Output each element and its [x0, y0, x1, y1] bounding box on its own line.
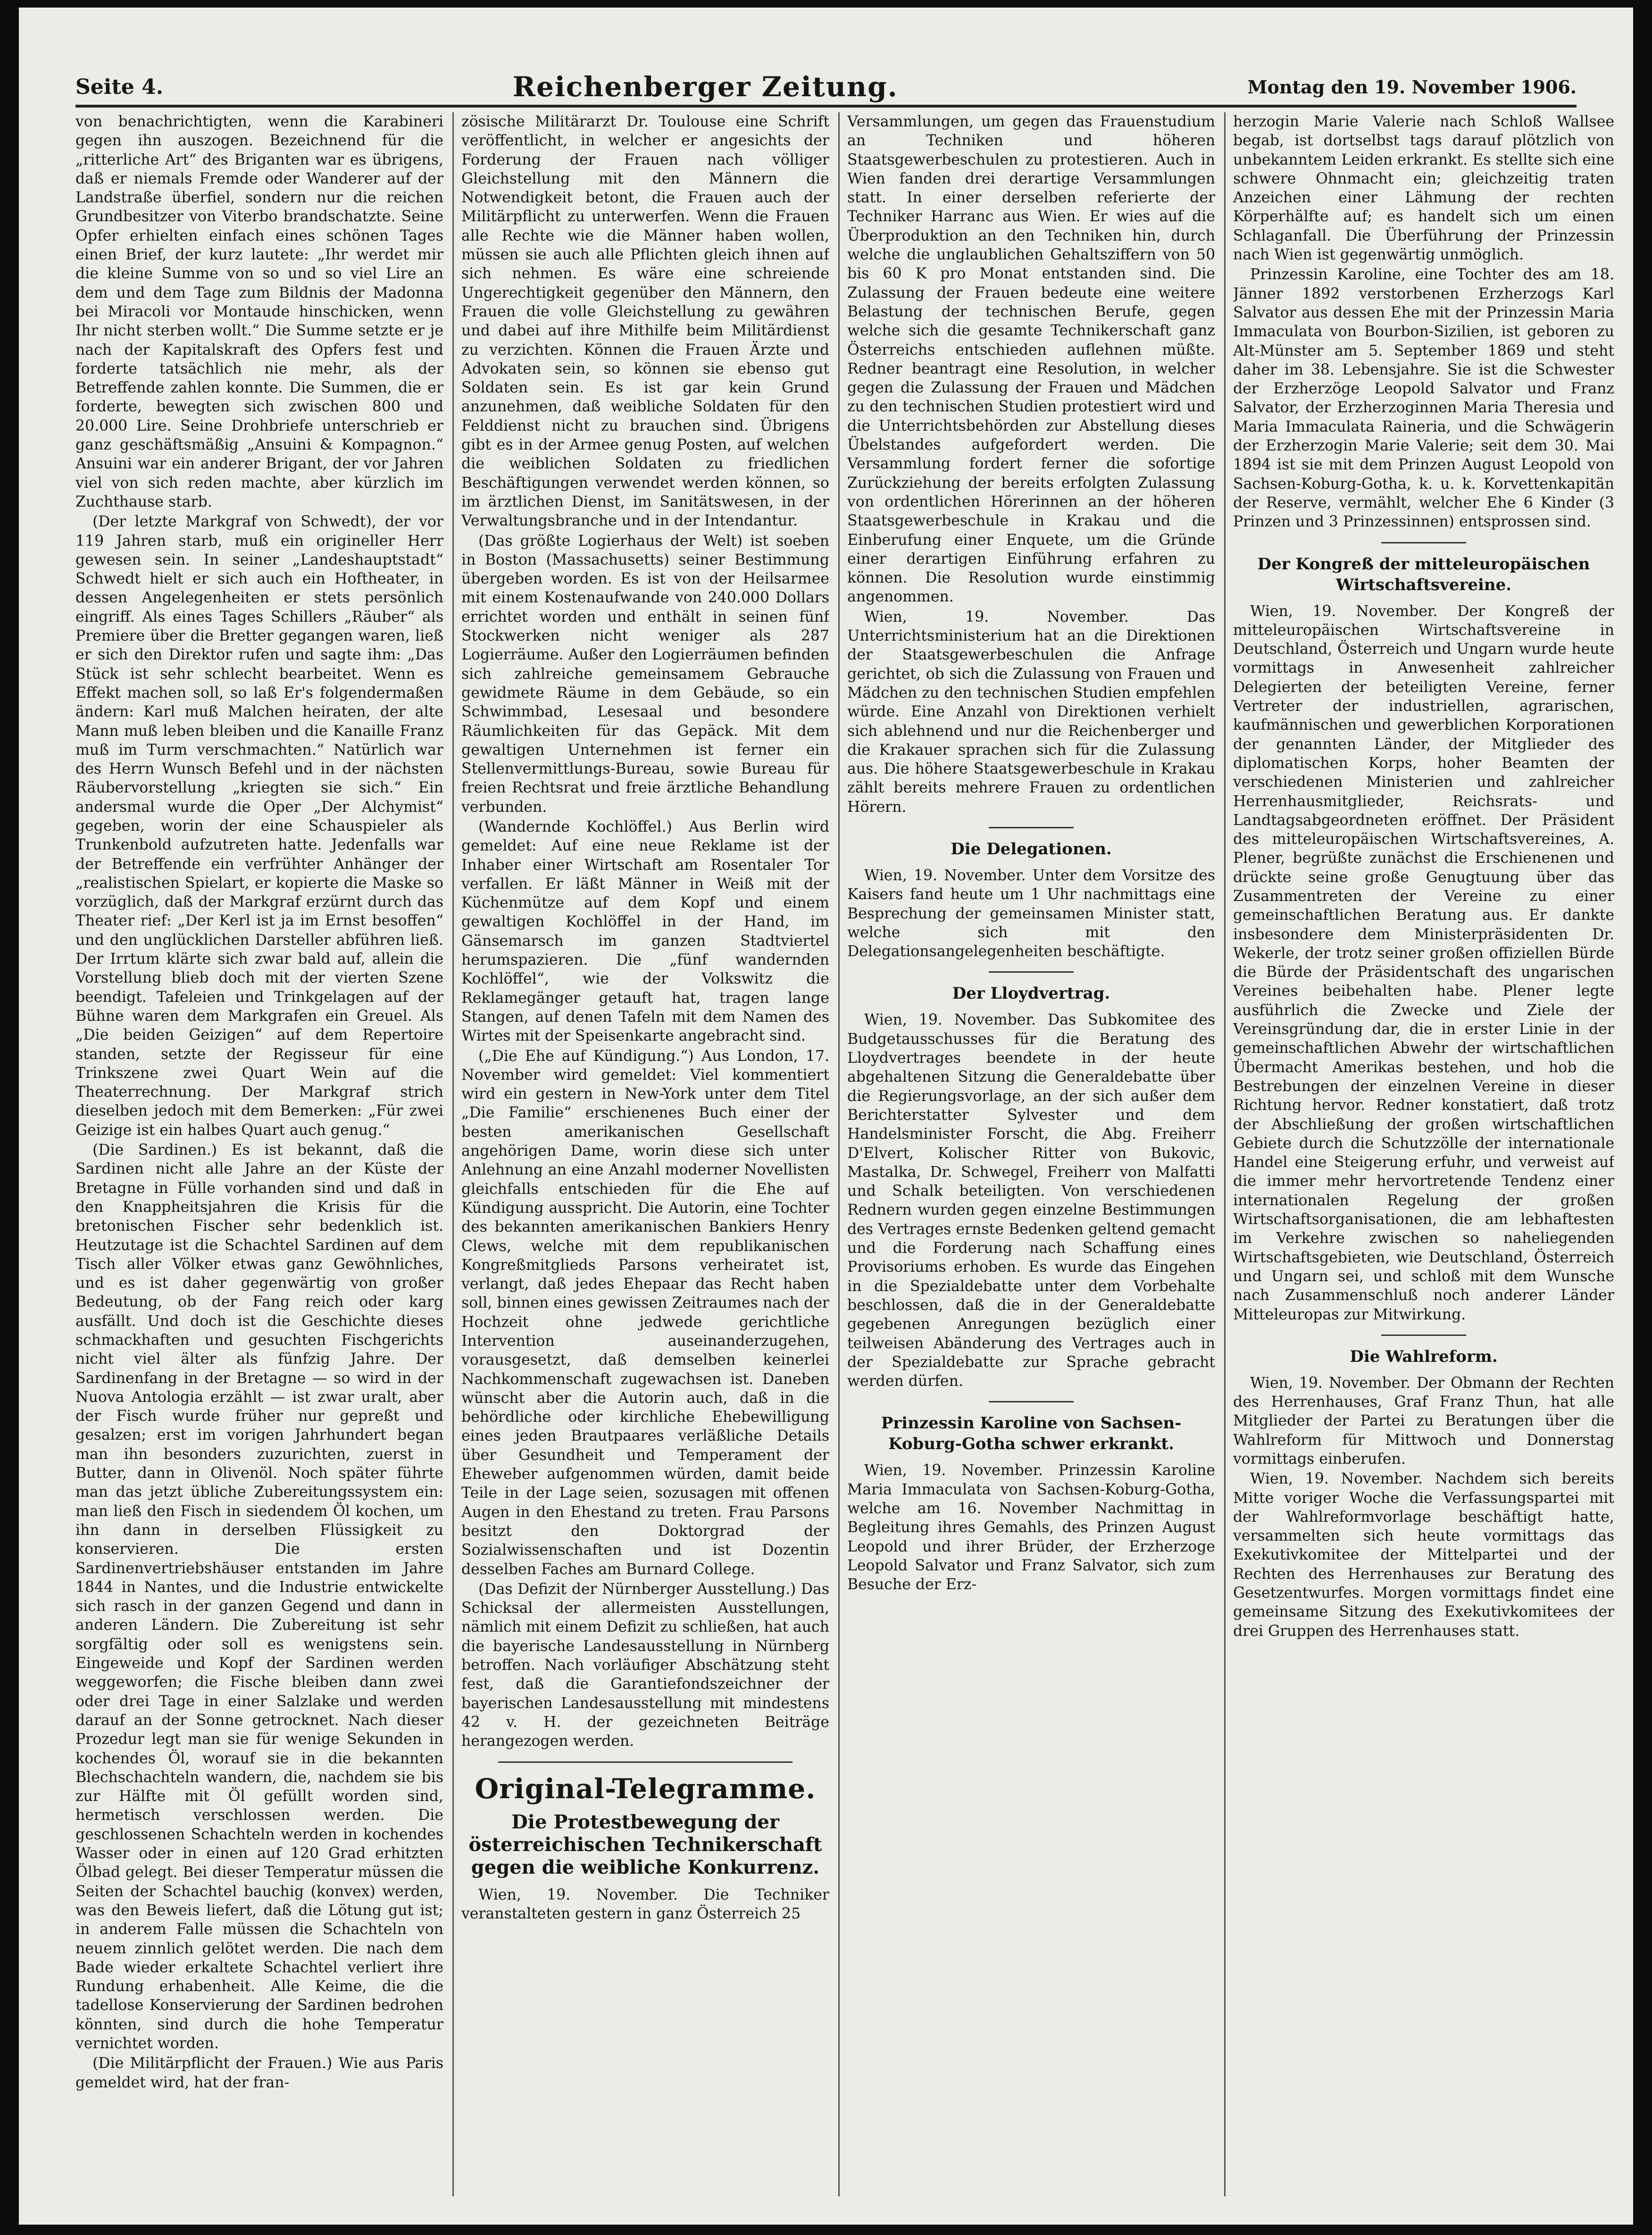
- article-prinzessin-karoline-cont: herzogin Marie Valerie nach Schloß Wallsee begab, ist dortselbst tags darauf plötzlich von unbekanntem Leiden erkrankt. Es stellte sich eine schwere Ohnmacht ein; gleichzeitig traten Anzeichen einer Lähmung der rechten Körperhälfte auf; es handelt sich um einen Schlaganfall. Die Überführung der Prinzessin nach Wien ist gegenwärtig unmöglich.: [1233, 113, 1614, 264]
- telegram-techniker-start: Wien, 19. November. Die Techniker veranstalteten gestern in ganz Österreich 25: [461, 1886, 829, 1922]
- article-kongress: Wien, 19. November. Der Kongreß der mitteleuropäischen Wirtschaftsvereine in Deutschland, Österreich und Ungarn wurde heute vormittags in Anwesenheit zahlreicher Delegierten der beteiligten Vereine, ferner Vertreter der industriellen, agrarischen, kaufmännischen und gewerblichen Korporationen der genannten Länder, der Mitglieder des diplomatischen Korps, hoher Beamten der verschiedenen Ministerien und zahlreicher Herrenhausmitglieder, Reichsrats- und Landtagsabgeordneten eröffnet. Der Präsident des mitteleuropäischen Wirtschaftsvereines, A. Plener, begrüßte zunächst die Erschienenen und drückte seine große Genugtuung über das Zusammentreten der Vereine zu einer gemeinschaftlichen Beratung aus. Er dankte insbesondere dem Ministerpräsidenten Dr. Wekerle, der trotz seiner großen offiziellen Bürde die Bürde der Präsidentschaft des ungarischen Vereines beibehalten habe. Plener legte ausführlich die Zwecke und Ziele der Vereinsgründung dar, die in erster Linie in der gemeinschaftlichen Abwehr der wirtschaftlichen Übermacht Amerikas bestehen, und hob die Bestrebungen der einzelnen Vereine in dieser Richtung hervor. Redner konstatiert, daß trotz der Abschließung der großen wirtschaftlichen Gebiete durch die Schutzzölle der internationale Handel eine Steigerung erfuhr, und verweist auf die immer mehr hervortretende Tendenz einer internationalen Regelung der großen Wirtschaftsorganisationen, die am lebhaftesten im Verkehre zwischen so naheliegenden Wirtschaftsgebieten, wie Deutschland, Österreich und Ungarn sei, und schloß mit dem Wunsche nach Zusammenschluß noch anderer Länder Mitteleuropas zur Mitwirkung.: [1233, 602, 1614, 1323]
- article-militaerpflicht-end: zösische Militärarzt Dr. Toulouse eine Schrift veröffentlicht, in welcher er angesichts der Forderung der Frauen nach völliger Gleichstellung mit den Männern die Notwendigkeit betont, die Frauen auch der Militärpflicht zu unterwerfen. Wenn die Frauen alle Rechte wie die Männer haben wollen, müssen sie auch alle Pflichten gleich ihnen auf sich nehmen. Es wäre eine schreiende Ungerechtigkeit gegenüber den Männern, den Frauen die volle Gleichstellung zu gewähren und dabei auf ihre Mithilfe beim Militärdienst zu verzichten. Können die Frauen Ärzte und Advokaten sein, so können sie ebenso gut Soldaten sein. Es ist gar kein Grund anzunehmen, daß weibliche Soldaten für den Felddienst nicht zu brauchen sind. Übrigens gibt es in der Armee genug Posten, auf welchen die weiblichen Soldaten zu friedlichen Beschäftigungen verwendet werden können, so im ärztlichen Dienst, im Sanitätswesen, in der Verwaltungsbranche und in der Intendantur.: [461, 113, 829, 530]
- article-ehe-kuendigung: („Die Ehe auf Kündigung.“) Aus London, 17. November wird gemeldet: Viel kommentiert wird ein gestern in New-York unter dem Titel „Die Familie“ erschienenes Buch einer der besten amerikanischen Gesellschaft angehörigen Dame, worin diese sich unter Anlehnung an eine Anzahl moderner Novellisten gleichfalls entschieden für die Ehe auf Kündigung ausspricht. Die Autorin, eine Tochter des bekannten amerikanischen Bankiers Henry Clews, welche mit dem republikanischen Kongreßmitglieds Parsons verheiratet ist, verlangt, daß jedes Ehepaar das Recht haben soll, binnen eines gewissen Zeitraumes nach der Hochzeit ohne jedwede gerichtliche Intervention auseinanderzugehen, vorausgesetzt, daß demselben keinerlei Nachkommenschaft zugewachsen ist. Daneben wünscht aber die Autorin auch, daß in die behördliche oder kirchliche Ehebewilligung eines jeden Brautpaares verläßliche Details über Gesundheit und Temperament der Eheweber aufgenommen würden, damit beide Teile in der Lage seien, sozusagen mit offenen Augen in den Ehestand zu treten. Frau Parsons besitzt den Doktorgrad der Sozialwissenschaften und ist Dozentin desselben Faches am Burnard College.: [461, 1047, 829, 1578]
- column-rule: [838, 112, 840, 2196]
- column-4: [1233, 112, 1614, 2196]
- divider: [989, 1401, 1074, 1402]
- article-prinzessin-karoline-start: Wien, 19. November. Prinzessin Karoline Maria Immaculata von Sachsen-Koburg-Gotha, welche am 16. November Nachmittag in Begleitung ihres Gemahls, des Prinzen August Leopold und ihrer Brüder, der Erzherzoge Leopold Salvator und Franz Salvator, sich zum Besuche der Erz-: [847, 1462, 1215, 1593]
- column-1: [75, 112, 443, 2196]
- article-delegationen: Wien, 19. November. Unter dem Vorsitze des Kaisers fand heute um 1 Uhr nachmittags eine Besprechung der gemeinsamen Minister statt, welche sich mit den Delegationsangelegenheiten beschäftigte.: [847, 867, 1215, 960]
- issue-date: Montag den 19. November 1906.: [1247, 76, 1577, 98]
- heading-kongress: Der Kongreß der mitteleuropäischen Wirtschaftsvereine.: [1257, 554, 1590, 594]
- article-militaerpflicht-start: (Die Militärpflicht der Frauen.) Wie aus Paris gemeldet wird, hat der fran-: [75, 2055, 443, 2091]
- newspaper-page: [19, 8, 1633, 2225]
- column-3: [847, 112, 1215, 2196]
- newspaper-title: Reichenberger Zeitung.: [512, 71, 898, 103]
- page-number: Seite 4.: [75, 75, 164, 99]
- article-wahlreform-2: Wien, 19. November. Nachdem sich bereits Mitte voriger Woche die Verfassungspartei mit der Wahlreformvorlage beschäftigt hatte, versammelten sich heute vormittags das Exekutivkomitee der Mittelpartei und der Rechten des Herrenhauses zur Beratung des Gesetzentwurfes. Morgen vormittags findet eine gemeinsame Sitzung des Exekutivkomitees der drei Gruppen des Herrenhauses statt.: [1233, 1470, 1614, 1640]
- article-kochloeffel: (Wandernde Kochlöffel.) Aus Berlin wird gemeldet: Auf eine neue Reklame ist der Inhaber einer Wirtschaft am Rosentaler Tor verfallen. Er läßt Männer in Weiß mit der Küchenmütze auf dem Kopf und einem gewaltigen Kochlöffel in der Hand, im Gänsemarsch im ganzen Stadtviertel herumspazieren. Die „fünf wandernden Kochlöffel“, wie der Volkswitz die Reklamegänger getauft hat, tragen lange Stangen, auf denen Tafeln mit dem Namen des Wirtes mit der Speisenkarte angebracht sind.: [461, 818, 829, 1045]
- masthead-rule: [75, 105, 1577, 108]
- article-logierhaus: (Das größte Logierhaus der Welt) ist soeben in Boston (Massachusetts) seiner Bestimmung übergeben worden. Es ist von der Heilsarmee mit einem Kostenaufwande von 240.000 Dollars errichtet worden und enthält in seinen fünf Stockwerken nicht weniger als 287 Logierräume. Außer den Logierräumen befinden sich zahlreiche gemeinsamem Gebrauche gewidmete Räume in dem Gebäude, so ein Schwimmbad, Lesesaal und besondere Räumlichkeiten für das Gepäck. Mit dem gewaltigen Unternehmen ist ferner ein Stellenvermittlungs-Bureau, sowie Bureau für freien Rechtsrat und freie ärztliche Behandlung verbunden.: [461, 532, 829, 816]
- heading-prinzessin-karoline: Prinzessin Karoline von Sachsen-Koburg-Gotha schwer erkrankt.: [881, 1414, 1182, 1454]
- telegram-techniker-cont: Versammlungen, um gegen das Frauenstudium an Techniken und höheren Staatsgewerbeschulen zu protestieren. Auch in Wien fanden drei derartige Versammlungen statt. In einer derselben referierte der Techniker Harranc aus Wien. Er wies auf die Überproduktion an den Techniken hin, durch welche die unglaublichen Gehaltsziffern von 50 bis 60 K pro Monat entstanden sind. Die Zulassung der Frauen bedeute eine weitere Belastung der technischen Berufe, gegen welche sich die gesamte Technikerschaft ganz Österreichs entschieden auflehnen müßte. Redner beantragt eine Resolution, in welcher gegen die Zulassung der Frauen und Mädchen zu den technischen Studien protestiert wird und die Unterrichtsbehörden zur Abstellung dieses Übelstandes aufgefordert werden. Die Versammlung fordert ferner die sofortige Zurückziehung der bereits erfolgten Zulassung von ordentlichen Hörerinnen an der höheren Staatsgewerbeschule in Krakau und die Einberufung einer Enquete, um die Gründe einer derartigen Einführung erfahren zu können. Die Resolution wurde einstimmig angenommen.: [847, 113, 1215, 606]
- divider: [989, 827, 1074, 828]
- telegrams-heading: Original-Telegramme.: [475, 1772, 816, 1805]
- article-brigant-end: von benachrichtigten, wenn die Karabineri gegen ihn auszogen. Bezeichnend für die „ritterliche Art“ des Briganten war es übrigens, daß er niemals Fremde oder Wanderer auf der Landstraße überfiel, sondern nur die reichen Grundbesitzer von Viterbo brandschatzte. Seine Opfer erhielten einfach eines schönen Tages einen Brief, der kurz lautete: „Ihr werdet mir die kleine Summe von so und so viel Lire an dem und dem Tage zum Bildnis der Madonna bei Miracoli vor Montaude hinschicken, wenn Ihr nicht sterben wollt.“ Die Summe setzte er je nach der Kapitalskraft des Opfers fest und forderte tatsächlich nie mehr, als der Betreffende zahlen konnte. Die Summen, die er forderte, bewegten sich zwischen 800 und 20.000 Lire. Seine Drohbriefe unterschrieb er ganz geschäftsmäßig „Ansuini & Kompagnon.“ Ansuini war ein anderer Brigant, der vor Jahren viel von sich reden machte, aber kürzlich im Zuchthause starb.: [75, 113, 443, 510]
- divider: [1381, 1334, 1466, 1336]
- heading-lloydvertrag: Der Lloydvertrag.: [952, 984, 1110, 1003]
- article-defizit-nuernberg: (Das Defizit der Nürnberger Ausstellung.) Das Schicksal der allermeisten Ausstellungen, nämlich mit einem Defizit zu schließen, hat auch die bayerische Landesausstellung in Nürnberg betroffen. Nach vorläufiger Abschätzung steht fest, daß die Garantiefondszeichner der bayerischen Landesausstellung mit mindestens 42 v. H. der gezeichneten Beiträge herangezogen werden.: [461, 1580, 829, 1750]
- divider: [989, 971, 1074, 973]
- masthead: [75, 63, 1577, 110]
- article-prinzessin-karoline-bio: Prinzessin Karoline, eine Tochter des am 18. Jänner 1892 verstorbenen Erzherzogs Karl Salvator aus dessen Ehe mit der Prinzessin Maria Immaculata von Bourbon-Sizilien, ist geboren zu Alt-Münster am 5. September 1869 und steht daher im 38. Lebensjahre. Sie ist die Schwester der Erzherzöge Leopold Salvator und Franz Salvator, der Erzherzoginnen Maria Theresia und Maria Immaculata Raineria, und die Schwägerin der Erzherzogin Marie Valerie; seit dem 30. Mai 1894 ist sie mit dem Prinzen August Leopold von Sachsen-Koburg-Gotha, k. u. k. Korvettenkapitän der Reserve, vermählt, welcher Ehe 6 Kinder (3 Prinzen und 3 Prinzessinnen) entsprossen sind.: [1233, 266, 1614, 531]
- article-wahlreform-1: Wien, 19. November. Der Obmann der Rechten des Herrenhauses, Graf Franz Thun, hat alle Mitglieder der Partei zu Beratungen über die Wahlreform für Mittwoch und Donnerstag vormittags einberufen.: [1233, 1374, 1614, 1468]
- article-lloydvertrag: Wien, 19. November. Das Subkomitee des Budgetausschusses für die Beratung des Lloydvertrages beendete in der heute abgehaltenen Sitzung die Generaldebatte über die Regierungsvorlage, an der sich außer dem Berichterstatter Sylvester und dem Handelsminister Forscht, die Abg. Freiherr D'Elvert, Kolischer Ritter von Bukovic, Mastalka, Dr. Schwegel, Freiherr von Malfatti und Schalk beteiligten. Von verschiedenen Rednern wurden gegen einzelne Bestimmungen des Vertrages ernste Bedenken geltend gemacht und die Forderung nach Schaffung eines Provisoriums erhoben. Es wurde das Eingehen in die Spezialdebatte unter dem Vorbehalte beschlossen, daß die in der Generaldebatte gegebenen Anregungen bezüglich einer teilweisen Abänderung des Vertrages auch in der Spezialdebatte zur Sprache gebracht werden dürfen.: [847, 1011, 1215, 1390]
- heading-wahlreform: Die Wahlreform.: [1350, 1347, 1498, 1366]
- telegram-subheading: Die Protestbewegung der österreichischen Technikerschaft gegen die weibliche Konkurrenz.: [468, 1810, 822, 1878]
- column-rule: [452, 112, 454, 2196]
- heading-delegationen: Die Delegationen.: [951, 839, 1112, 859]
- telegram-unterrichtsministerium: Wien, 19. November. Das Unterrichtsministerium hat an die Direktionen der Staatsgewerbeschulen die Anfrage gerichtet, ob sich die Zulassung von Frauen und Mädchen zu den technischen Studien empfehlen würde. Eine Anzahl von Direktionen verhielt sich ablehnend und nur die Reichenberger und die Krakauer sprachen sich für die Zulassung aus. Die höhere Staatsgewerbeschule in Krakau zählt bereits mehrere Frauen zu ordentlichen Hörern.: [847, 608, 1215, 816]
- divider: [1381, 542, 1466, 543]
- column-rule: [1224, 112, 1226, 2196]
- column-2: [461, 112, 829, 2196]
- columns: [75, 112, 1614, 2196]
- article-sardinen: (Die Sardinen.) Es ist bekannt, daß die Sardinen nicht alle Jahre an der Küste der Bretagne in Fülle vorhanden sind und daß in den Knappheitsjahren die Krisis für die bretonischen Fischer sehr bedenklich ist. Heutzutage ist die Schachtel Sardinen auf dem Tisch aller Völker etwas ganz Gewöhnliches, und es ist daher gegenwärtig von großer Bedeutung, ob der Fang reich oder karg ausfällt. Und doch ist die Geschichte dieses schmackhaften und gesuchten Fischgerichts nicht viel älter als fünfzig Jahre. Der Sardinenfang in der Bretagne — so wird in der Nuova Antologia erzählt — ist zwar uralt, aber der Fisch wurde früher nur gepreßt und gesalzen; erst im vorigen Jahrhundert began man ihn besonders zuzurichten, zuerst in Butter, dann in Olivenöl. Noch später führte man das jetzt übliche Zubereitungssystem ein: man ließ den Fisch in siedendem Öl kochen, um ihn dann in derselben Flüssigkeit zu konservieren. Die ersten Sardinenvertriebshäuser entstanden im Jahre 1844 in Nantes, und die Industrie entwickelte sich rasch in der ganzen Gegend und dann in anderen Ländern. Die Zubereitung ist sehr sorgfältig oder soll es wenigstens sein. Eingeweide und Kopf der Sardinen werden weggeworfen; die Fische bleiben dann zwei oder drei Tage in einer Salzlake und werden darauf an der Sonne getrocknet. Nach dieser Prozedur legt man sie für wenige Sekunden in kochendes Öl, worauf sie in die bekannten Blechschachteln wandern, die, nachdem sie bis zur Hälfte mit Öl gefüllt worden sind, hermetisch verschlossen werden. Die geschlossenen Schachteln werden in kochendes Wasser oder in einen auf 120 Grad erhitzten Ölbad gelegt. Bei dieser Temperatur müssen die Seiten der Schachtel bauchig (konvex) werden, was den Beweis liefert, daß die Lötung gut ist; in anderem Falle müssen die Schachteln von neuem zinnlich gelötet werden. Die nach dem Bade wieder erkaltete Schachtel verliert ihre Rundung erhabenheit. Alle Keime, die die tadellose Konservierung der Sardinen bedrohen könnten, sind durch die hohe Temperatur vernichtet worden.: [75, 1142, 443, 2052]
- section-rule: [498, 1761, 793, 1763]
- article-markgraf: (Der letzte Markgraf von Schwedt), der vor 119 Jahren starb, muß ein origineller Herr gewesen sein. In seiner „Landeshauptstadt“ Schwedt hielt er sich auch ein Hoftheater, in dessen Angelegenheiten er stets persönlich eingriff. Als eines Tages Schillers „Räuber“ als Premiere über die Bretter gegangen waren, ließ er sich den Direktor rufen und sagte ihm: „Das Stück ist sehr schlecht bearbeitet. Wenn es Effekt machen soll, so laß Er's folgendermaßen ändern: Karl muß Malchen heiraten, der alte Mann muß leben bleiben und die Kanaille Franz muß im Turm verschmachten.“ Natürlich war des Herrn Wunsch Befehl und in der nächsten Räubervorstellung „kriegten sie sich.“ Ein andersmal wurde die Oper „Der Alchymist“ gegeben, worin der eine Schauspieler als Trunkenbold aufzutreten hatte. Jedenfalls war der Betreffende ein verfrühter Anhänger der „realistischen Spielart, er kopierte die Maske so vorzüglich, daß der Markgraf erzürnt durch das Theater rief: „Der Kerl ist ja im Ernst besoffen“ und den unglücklichen Darsteller abführen ließ. Der Irrtum klärte sich zwar bald auf, allein die Vorstellung blieb doch mit der vierten Szene beendigt. Tafeleien und Trinkgelagen auf der Bühne waren dem Markgrafen ein Greuel. Als „Die beiden Geizigen“ auf dem Repertoire standen, setzte der Regisseur für eine Trinkszene zwei Quart Wein auf die Theaterrechnung. Der Markgraf strich dieselben jedoch mit dem Bemerken: „Für zwei Geizige ist ein halbes Quart auch genug.“: [75, 513, 443, 1139]
